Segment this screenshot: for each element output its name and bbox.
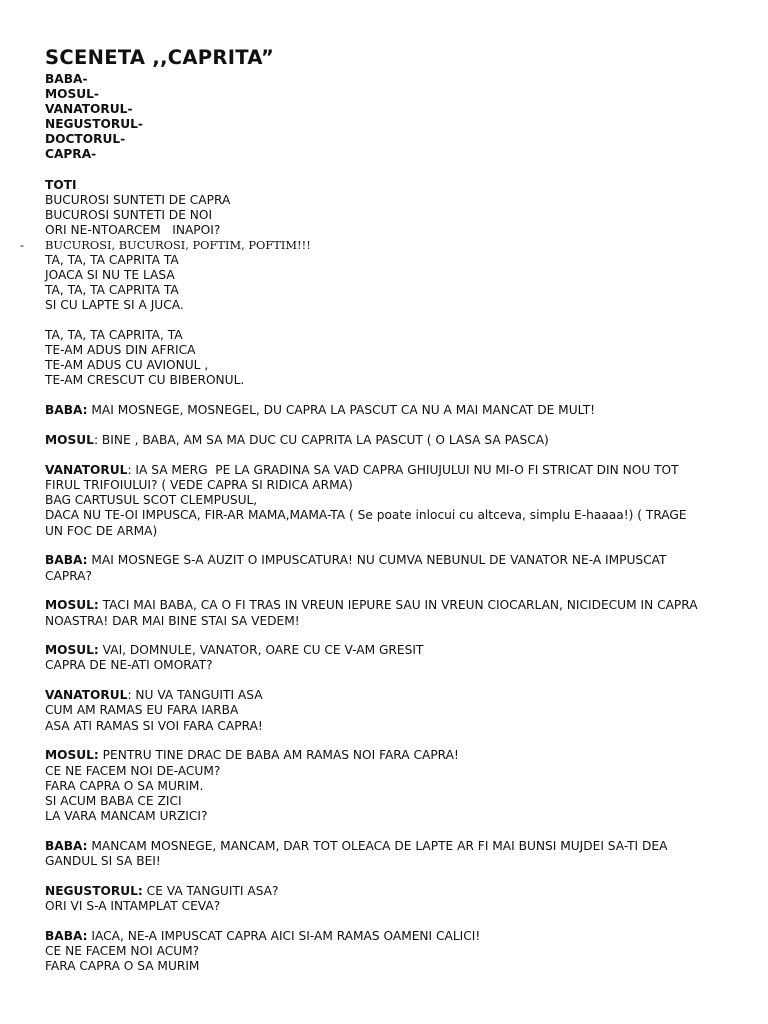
dialogue-line xyxy=(45,809,725,824)
dialogue-line xyxy=(45,598,725,613)
cast-list xyxy=(45,72,725,163)
dialogue-text: : NU VA TANGUITI ASA xyxy=(127,688,263,703)
dialogue-line xyxy=(45,779,725,794)
dialogue-line xyxy=(45,463,725,478)
dialogue-entry xyxy=(45,839,725,869)
dialogue-text: PENTRU TINE DRAC DE BABA AM RAMAS NOI FARA CAPRA! xyxy=(98,748,459,763)
dialogue-line xyxy=(45,553,725,568)
chorus-line-bulleted xyxy=(20,237,725,253)
speaker-name: BABA: xyxy=(45,838,88,853)
dialogue-line xyxy=(45,614,725,629)
chorus-line-text: BUCUROSI, BUCUROSI, POFTIM, POFTIM!!! xyxy=(45,237,311,252)
dialogue-line xyxy=(45,688,725,703)
dialogue-line xyxy=(45,764,725,779)
speaker-name: NEGUSTORUL: xyxy=(45,883,143,898)
dialogue-line xyxy=(45,719,725,734)
dialogue-text: LA VARA MANCAM URZICI? xyxy=(45,808,208,823)
dialogue-entry xyxy=(45,433,725,448)
dialogue-entry xyxy=(45,463,725,538)
dialogue-line xyxy=(45,794,725,809)
speaker-name: MOSUL: xyxy=(45,598,99,613)
dialogue-text: DACA NU TE-OI IMPUSCA, FIR-AR MAMA,MAMA-TA ( Se poate inlocui cu altceva, simplu E-haaaa!) ( TRAGE xyxy=(45,508,687,523)
dialogue-text: FARA CAPRA O SA MURIM xyxy=(45,958,200,973)
cast-item: DOCTORUL- xyxy=(45,132,126,147)
speaker-name: MOSUL: xyxy=(45,643,99,658)
cast-item: CAPRA- xyxy=(45,147,97,162)
dialogue-line xyxy=(45,524,725,539)
dialogue-entry xyxy=(45,929,725,974)
dialogue-line xyxy=(45,703,725,718)
dialogue-line xyxy=(45,748,725,763)
dialogue-text: BAG CARTUSUL SCOT CLEMPUSUL, xyxy=(45,493,258,508)
dialogue-text: CUM AM RAMAS EU FARA IARBA xyxy=(45,703,239,718)
dialogue-text: ORI VI S-A INTAMPLAT CEVA? xyxy=(45,898,221,913)
dialogue-entry xyxy=(45,748,725,823)
dialogue-line xyxy=(45,884,725,899)
dialogue-text: GANDUL SI SA BEI! xyxy=(45,853,161,868)
dialogue-line xyxy=(45,569,725,584)
dialogue-text: VAI, DOMNULE, VANATOR, OARE CU CE V-AM GRESIT xyxy=(98,643,424,658)
dialogue-text: CE VA TANGUITI ASA? xyxy=(142,883,279,898)
dialogue-line xyxy=(45,493,725,508)
speaker-name: MOSUL xyxy=(45,433,94,448)
cast-item: NEGUSTORUL- xyxy=(45,117,143,132)
dialogue-text: NOASTRA! DAR MAI BINE STAI SA VEDEM! xyxy=(45,613,300,628)
dialogue-text: CAPRA? xyxy=(45,568,92,583)
dialogue-entry xyxy=(45,553,725,583)
verse-block xyxy=(45,328,725,388)
dialogue-line xyxy=(45,899,725,914)
speaker-name: BABA: xyxy=(45,928,88,943)
dialogue-text: CAPRA DE NE-ATI OMORAT? xyxy=(45,658,213,673)
cast-item: VANATORUL- xyxy=(45,102,133,117)
cast-item: BABA- xyxy=(45,72,88,86)
dialogue-text: : IA SA MERG PE LA GRADINA SA VAD CAPRA GHIUJULUI NU MI-O FI STRICAT DIN NOU TOT xyxy=(127,463,679,478)
bullet-dash: - xyxy=(20,237,25,252)
dialogue-text: MANCAM MOSNEGE, MANCAM, DAR TOT OLEACA DE LAPTE AR FI MAI BUNSI MUJDEI SA-TI DEA xyxy=(87,838,668,853)
verse-line: TE-AM CRESCUT CU BIBERONUL. xyxy=(45,373,245,388)
dialogue-line xyxy=(45,959,725,974)
document-page xyxy=(20,46,725,974)
verse-line: TE-AM ADUS DIN AFRICA xyxy=(45,343,196,358)
speaker-name: BABA: xyxy=(45,403,88,418)
dialogue-entry xyxy=(45,884,725,914)
dialogue-text: TACI MAI BABA, CA O FI TRAS IN VREUN IEPURE SAU IN VREUN CIOCARLAN, NICIDECUM IN CAPRA xyxy=(98,598,698,613)
chorus-block xyxy=(20,177,725,314)
dialogue-line xyxy=(45,508,725,523)
verse-line: TA, TA, TA CAPRITA, TA xyxy=(45,328,183,343)
dialogue-line xyxy=(45,929,725,944)
dialogue-text: CE NE FACEM NOI ACUM? xyxy=(45,943,200,958)
chorus-line: JOACA SI NU TE LASA xyxy=(45,268,175,283)
chorus-line: SI CU LAPTE SI A JUCA. xyxy=(45,298,184,313)
speaker-name: VANATORUL xyxy=(45,688,128,703)
dialogue-line xyxy=(45,944,725,959)
chorus-heading: TOTI xyxy=(45,177,77,192)
speaker-name: VANATORUL xyxy=(45,463,128,478)
dialogue-text: SI ACUM BABA CE ZICI xyxy=(45,793,182,808)
cast-item: MOSUL- xyxy=(45,87,99,102)
chorus-line: BUCUROSI SUNTETI DE NOI xyxy=(45,207,213,222)
dialogue-text: IACA, NE-A IMPUSCAT CAPRA AICI SI-AM RAMAS OAMENI CALICI! xyxy=(87,928,481,943)
dialogue-entry xyxy=(45,643,725,673)
dialogue-text: ASA ATI RAMAS SI VOI FARA CAPRA! xyxy=(45,718,263,733)
dialogue-text: UN FOC DE ARMA) xyxy=(45,523,158,538)
dialogue-text: FIRUL TRIFOIULUI? ( VEDE CAPRA SI RIDICA ARMA) xyxy=(45,478,353,493)
dialogue-section xyxy=(45,403,725,974)
speaker-name: MOSUL: xyxy=(45,748,99,763)
speaker-name: BABA: xyxy=(45,553,88,568)
dialogue-text: FARA CAPRA O SA MURIM. xyxy=(45,778,204,793)
chorus-line: TA, TA, TA CAPRITA TA xyxy=(45,253,179,268)
dialogue-entry xyxy=(45,403,725,418)
dialogue-text: MAI MOSNEGE, MOSNEGEL, DU CAPRA LA PASCUT CA NU A MAI MANCAT DE MULT! xyxy=(87,403,596,418)
dialogue-entry xyxy=(45,598,725,628)
chorus-line: ORI NE-NTOARCEM INAPOI? xyxy=(45,222,221,237)
dialogue-line xyxy=(45,658,725,673)
chorus-line: BUCUROSI SUNTETI DE CAPRA xyxy=(45,192,231,207)
dialogue-line xyxy=(45,643,725,658)
dialogue-line xyxy=(45,403,725,418)
dialogue-text: CE NE FACEM NOI DE-ACUM? xyxy=(45,763,221,778)
dialogue-line xyxy=(45,433,725,448)
dialogue-line xyxy=(45,839,725,854)
dialogue-text: : BINE , BABA, AM SA MA DUC CU CAPRITA LA PASCUT ( O LASA SA PASCA) xyxy=(93,433,549,448)
verse-line: TE-AM ADUS CU AVIONUL , xyxy=(45,358,209,373)
dialogue-line xyxy=(45,478,725,493)
dialogue-line xyxy=(45,854,725,869)
chorus-line: TA, TA, TA CAPRITA TA xyxy=(45,283,179,298)
dialogue-text: MAI MOSNEGE S-A AUZIT O IMPUSCATURA! NU CUMVA NEBUNUL DE VANATOR NE-A IMPUSCAT xyxy=(87,553,667,568)
document-title: SCENETA ,,CAPRITA” xyxy=(45,46,275,69)
dialogue-entry xyxy=(45,688,725,733)
